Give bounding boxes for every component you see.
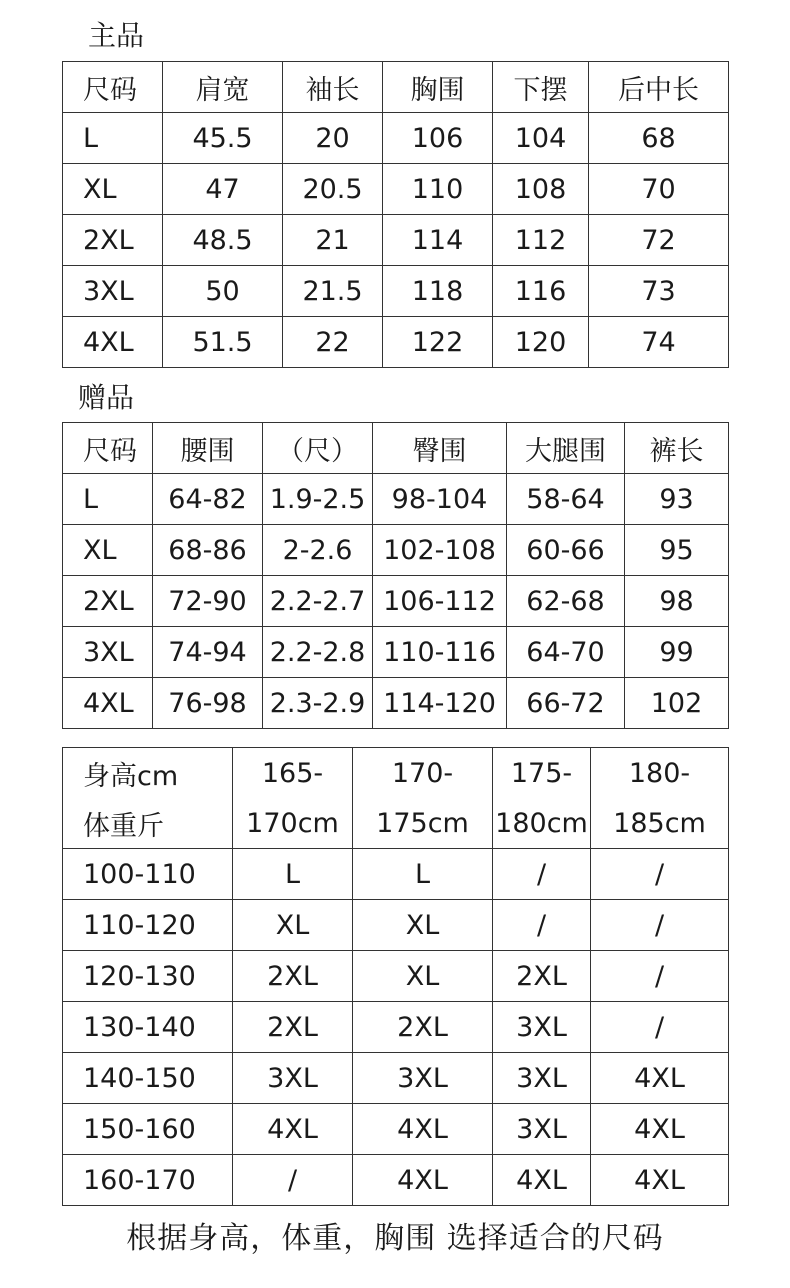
header-cell: 身高cm bbox=[63, 748, 233, 799]
table-cell: L bbox=[63, 113, 163, 164]
table-cell: 4XL bbox=[493, 1155, 591, 1206]
table-cell: 74 bbox=[589, 317, 729, 368]
header-cell: 腰围 bbox=[153, 423, 263, 474]
table-cell: 20.5 bbox=[283, 164, 383, 215]
main-size-table-body bbox=[63, 62, 729, 368]
table-cell: 120 bbox=[493, 317, 589, 368]
table-cell: 3XL bbox=[63, 266, 163, 317]
header-cell: 170- bbox=[353, 748, 493, 799]
table-cell: 47 bbox=[163, 164, 283, 215]
table-cell: 21.5 bbox=[283, 266, 383, 317]
header-cell: 175- bbox=[493, 748, 591, 799]
table-cell: / bbox=[233, 1155, 353, 1206]
table-row bbox=[63, 525, 729, 576]
table-cell: 104 bbox=[493, 113, 589, 164]
header-cell: 170cm bbox=[233, 798, 353, 849]
table-cell: 110 bbox=[383, 164, 493, 215]
table-cell: 110-116 bbox=[373, 627, 507, 678]
table-cell: 98 bbox=[625, 576, 729, 627]
table-row bbox=[63, 266, 729, 317]
table-cell: 62-68 bbox=[507, 576, 625, 627]
table-cell: XL bbox=[353, 951, 493, 1002]
table-cell: 1.9-2.5 bbox=[263, 474, 373, 525]
table-cell: 22 bbox=[283, 317, 383, 368]
table-cell: 3XL bbox=[493, 1104, 591, 1155]
header-cell: 臀围 bbox=[373, 423, 507, 474]
table-row bbox=[63, 474, 729, 525]
table-cell: 4XL bbox=[233, 1104, 353, 1155]
table-cell: 130-140 bbox=[63, 1002, 233, 1053]
table-row bbox=[63, 1053, 729, 1104]
header-row bbox=[63, 423, 729, 474]
table-cell: / bbox=[591, 951, 729, 1002]
header-cell: 肩宽 bbox=[163, 62, 283, 113]
table-cell: / bbox=[591, 1002, 729, 1053]
table-row bbox=[63, 627, 729, 678]
table-cell: 2XL bbox=[63, 576, 153, 627]
table-row bbox=[63, 1104, 729, 1155]
table-cell: 68 bbox=[589, 113, 729, 164]
table-cell: XL bbox=[233, 900, 353, 951]
table-cell: L bbox=[233, 849, 353, 900]
table-cell: 99 bbox=[625, 627, 729, 678]
table-cell: 2-2.6 bbox=[263, 525, 373, 576]
gift-label: 赠品 bbox=[78, 381, 135, 414]
main-size-table bbox=[62, 61, 729, 368]
table-cell: 2.2-2.7 bbox=[263, 576, 373, 627]
header-cell: 胸围 bbox=[383, 62, 493, 113]
table-cell: 122 bbox=[383, 317, 493, 368]
table-row bbox=[63, 1155, 729, 1206]
table-row bbox=[63, 900, 729, 951]
table-cell: / bbox=[591, 900, 729, 951]
table-cell: 73 bbox=[589, 266, 729, 317]
table-cell: 60-66 bbox=[507, 525, 625, 576]
table-cell: 48.5 bbox=[163, 215, 283, 266]
table-cell: 114 bbox=[383, 215, 493, 266]
table-cell: XL bbox=[63, 164, 163, 215]
header-cell: 尺码 bbox=[63, 423, 153, 474]
header-cell: 175cm bbox=[353, 798, 493, 849]
table-cell: 2XL bbox=[353, 1002, 493, 1053]
table-cell: 110-120 bbox=[63, 900, 233, 951]
table-cell: 106-112 bbox=[373, 576, 507, 627]
table-cell: 70 bbox=[589, 164, 729, 215]
table-cell: 116 bbox=[493, 266, 589, 317]
footer-note: 根据身高，体重，胸围 选择适合的尺码 bbox=[126, 1221, 664, 1256]
table-cell: 45.5 bbox=[163, 113, 283, 164]
table-cell: 3XL bbox=[63, 627, 153, 678]
table-cell: XL bbox=[353, 900, 493, 951]
table-cell: 72-90 bbox=[153, 576, 263, 627]
table-cell: 118 bbox=[383, 266, 493, 317]
table-cell: 4XL bbox=[591, 1155, 729, 1206]
header-cell: 180cm bbox=[493, 798, 591, 849]
header-cell: 下摆 bbox=[493, 62, 589, 113]
table-cell: 150-160 bbox=[63, 1104, 233, 1155]
header-cell: 大腿围 bbox=[507, 423, 625, 474]
header-cell: 体重斤 bbox=[63, 798, 233, 849]
table-cell: / bbox=[493, 900, 591, 951]
table-cell: 64-82 bbox=[153, 474, 263, 525]
table-cell: 4XL bbox=[63, 678, 153, 729]
table-cell: 58-64 bbox=[507, 474, 625, 525]
table-cell: 66-72 bbox=[507, 678, 625, 729]
table-cell: 20 bbox=[283, 113, 383, 164]
gift-size-table bbox=[62, 422, 729, 729]
fit-guide-table-body bbox=[63, 748, 729, 1206]
table-row bbox=[63, 113, 729, 164]
table-cell: 2.3-2.9 bbox=[263, 678, 373, 729]
table-cell: 3XL bbox=[353, 1053, 493, 1104]
table-cell: 51.5 bbox=[163, 317, 283, 368]
table-cell: 50 bbox=[163, 266, 283, 317]
header-row-weight bbox=[63, 798, 729, 849]
table-row bbox=[63, 215, 729, 266]
table-cell: 76-98 bbox=[153, 678, 263, 729]
table-cell: 4XL bbox=[353, 1104, 493, 1155]
table-cell: 120-130 bbox=[63, 951, 233, 1002]
table-cell: 114-120 bbox=[373, 678, 507, 729]
table-cell: 2XL bbox=[63, 215, 163, 266]
main-product-label: 主品 bbox=[88, 19, 145, 52]
header-cell: 袖长 bbox=[283, 62, 383, 113]
table-cell: 108 bbox=[493, 164, 589, 215]
table-cell: 2.2-2.8 bbox=[263, 627, 373, 678]
table-cell: 4XL bbox=[63, 317, 163, 368]
table-row bbox=[63, 951, 729, 1002]
table-cell: 4XL bbox=[353, 1155, 493, 1206]
table-cell: L bbox=[63, 474, 153, 525]
gift-size-table-body bbox=[63, 423, 729, 729]
header-row-height bbox=[63, 748, 729, 799]
header-cell: （尺） bbox=[263, 423, 373, 474]
header-cell: 165- bbox=[233, 748, 353, 799]
table-row bbox=[63, 678, 729, 729]
table-cell: 3XL bbox=[493, 1002, 591, 1053]
table-cell: 21 bbox=[283, 215, 383, 266]
table-cell: 98-104 bbox=[373, 474, 507, 525]
table-cell: 72 bbox=[589, 215, 729, 266]
table-cell: 2XL bbox=[493, 951, 591, 1002]
header-cell: 185cm bbox=[591, 798, 729, 849]
table-cell: 160-170 bbox=[63, 1155, 233, 1206]
table-cell: XL bbox=[63, 525, 153, 576]
table-row bbox=[63, 164, 729, 215]
header-cell: 180- bbox=[591, 748, 729, 799]
table-cell: 100-110 bbox=[63, 849, 233, 900]
table-cell: 95 bbox=[625, 525, 729, 576]
table-cell: 74-94 bbox=[153, 627, 263, 678]
table-cell: 3XL bbox=[233, 1053, 353, 1104]
header-cell: 裤长 bbox=[625, 423, 729, 474]
header-row bbox=[63, 62, 729, 113]
header-cell: 后中长 bbox=[589, 62, 729, 113]
fit-guide-table bbox=[62, 747, 729, 1206]
table-cell: 2XL bbox=[233, 951, 353, 1002]
table-cell: 106 bbox=[383, 113, 493, 164]
table-row bbox=[63, 576, 729, 627]
table-cell: 4XL bbox=[591, 1104, 729, 1155]
table-cell: 4XL bbox=[591, 1053, 729, 1104]
table-cell: 3XL bbox=[493, 1053, 591, 1104]
table-cell: 93 bbox=[625, 474, 729, 525]
table-row bbox=[63, 849, 729, 900]
table-row bbox=[63, 317, 729, 368]
table-cell: 112 bbox=[493, 215, 589, 266]
table-cell: / bbox=[493, 849, 591, 900]
table-cell: 64-70 bbox=[507, 627, 625, 678]
header-cell: 尺码 bbox=[63, 62, 163, 113]
table-cell: / bbox=[591, 849, 729, 900]
table-cell: 140-150 bbox=[63, 1053, 233, 1104]
table-cell: L bbox=[353, 849, 493, 900]
table-row bbox=[63, 1002, 729, 1053]
table-cell: 2XL bbox=[233, 1002, 353, 1053]
table-cell: 102 bbox=[625, 678, 729, 729]
table-cell: 68-86 bbox=[153, 525, 263, 576]
table-cell: 102-108 bbox=[373, 525, 507, 576]
